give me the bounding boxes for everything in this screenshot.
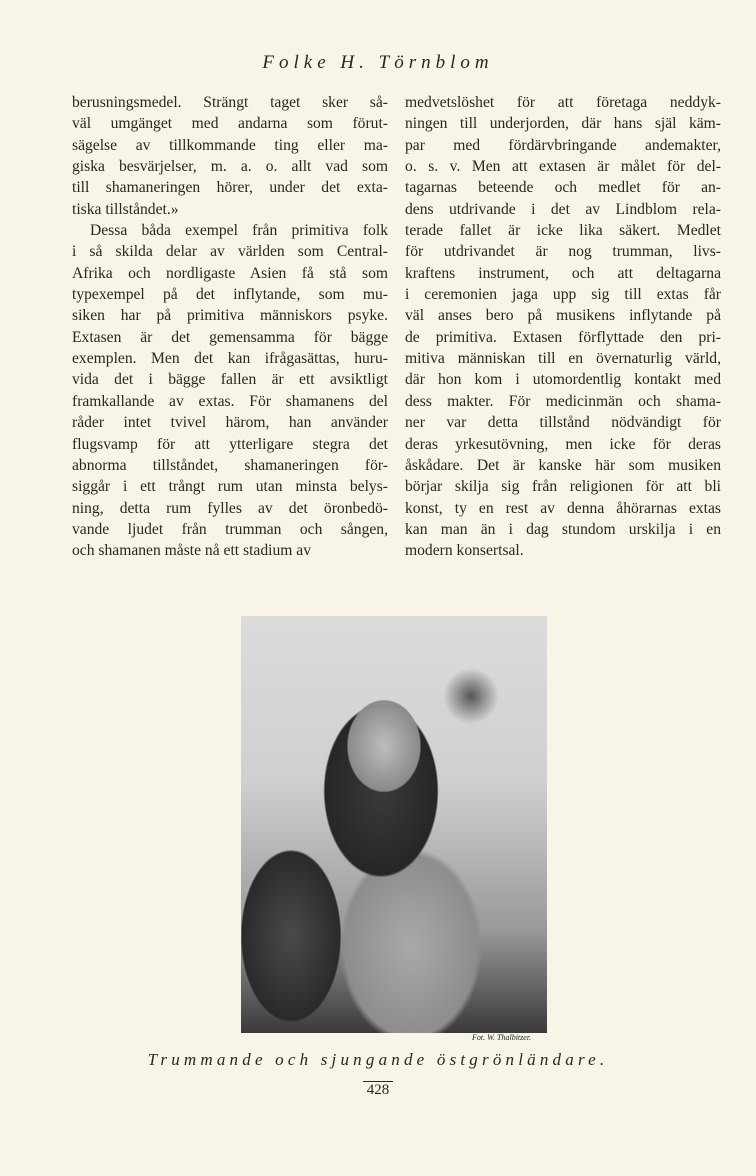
- text-line: Extasen är det gemensamma för bägge: [72, 328, 388, 346]
- text-line: där hon kom i utomordentlig kontakt med: [405, 371, 721, 389]
- right-text-column: [405, 92, 721, 562]
- text-line: siggår i ett trångt rum utan minsta belys-: [72, 478, 388, 496]
- text-line: sägelse av tillkommande ting eller ma-: [72, 136, 388, 154]
- text-line: vida det i bägge fallen är ett avsiktligt: [72, 371, 388, 389]
- text-line: ning, detta rum fylles av det öronbedö-: [72, 499, 388, 517]
- text-line: väl umgänget med andarna som förut-: [72, 115, 388, 133]
- text-line: till shamaneringen hörer, under det exta-: [72, 179, 388, 197]
- text-line: giska besvärjelser, m. a. o. allt vad som: [72, 158, 388, 176]
- text-line: vande ljudet från trumman och sången,: [72, 520, 388, 538]
- text-line: konst, ty en rest av denna åhörarnas extas: [405, 499, 721, 517]
- text-line: tagarnas beteende och medlet för an-: [405, 179, 721, 197]
- text-line: i ceremonien jaga upp sig till extas får: [405, 286, 721, 304]
- text-line: medvetslöshet för att företaga neddyk-: [405, 94, 721, 111]
- text-line: exemplen. Men det kan ifrågasättas, huru-: [72, 350, 388, 368]
- page-number-text: 428: [363, 1081, 394, 1098]
- page-number: [0, 1082, 756, 1099]
- text-line: dens utdrivande i det av Lindblom rela-: [405, 200, 721, 218]
- text-line: Afrika och nordligaste Asien få stå som: [72, 264, 388, 282]
- left-text-column: [72, 92, 388, 562]
- text-line: och shamanen måste nå ett stadium av: [72, 542, 312, 560]
- text-line: i så skilda delar av världen som Central-: [72, 243, 388, 261]
- text-line: kraftens instrument, och att deltagarna: [405, 264, 721, 282]
- text-line: modern konsertsal.: [405, 542, 524, 560]
- text-line: ner var detta tillstånd nödvändigt för: [405, 414, 721, 432]
- text-line: ningen till underjorden, där hans själ käm-: [405, 115, 721, 133]
- text-line: de primitiva. Extasen förflyttade den pri-: [405, 328, 721, 346]
- text-line: flugsvamp för att ytterligare stegra det: [72, 435, 388, 453]
- text-line: terade fallet är icke lika säkert. Medlet: [405, 222, 721, 240]
- text-line: berusningsmedel. Strängt taget sker så-: [72, 94, 388, 111]
- text-line: dess makter. För medicinmän och shama-: [405, 392, 721, 410]
- text-line: tiska tillståndet.»: [72, 200, 179, 218]
- text-line: kan man än i dag stundom urskilja i en: [405, 520, 721, 538]
- photo-credit: Fot. W. Thalbitzer.: [472, 1033, 532, 1042]
- text-line: börjar skilja sig från religionen för att bli: [405, 478, 721, 496]
- text-line: framkallande av extas. För shamanens del: [72, 392, 388, 410]
- text-line: o. s. v. Men att extasen är målet för del-: [405, 158, 721, 176]
- text-line: Dessa båda exempel från primitiva folk: [90, 222, 388, 240]
- text-line: mitiva människan till en övernaturlig värld,: [405, 350, 721, 368]
- figure-caption: Trummande och sjungande östgrönländare.: [147, 1050, 609, 1069]
- text-line: typexempel på det inflytande, som mu-: [72, 286, 388, 304]
- text-line: åskådare. Det är kanske här som musiken: [405, 456, 721, 474]
- text-line: par med fördärvbringande andemakter,: [405, 136, 721, 154]
- running-header: Folke H. Törnblom: [262, 52, 494, 73]
- text-line: råder intet tvivel härom, han använder: [72, 414, 388, 432]
- text-line: siken har på primitiva människors psyke.: [72, 307, 388, 325]
- text-line: deras yrkesutövning, men icke för deras: [405, 435, 721, 453]
- text-line: för utdrivandet är nog trumman, livs-: [405, 243, 721, 261]
- photograph: [241, 616, 547, 1033]
- text-line: väl anses bero på musikens inflytande på: [405, 307, 721, 325]
- text-line: abnorma tillståndet, shamaneringen för-: [72, 456, 388, 474]
